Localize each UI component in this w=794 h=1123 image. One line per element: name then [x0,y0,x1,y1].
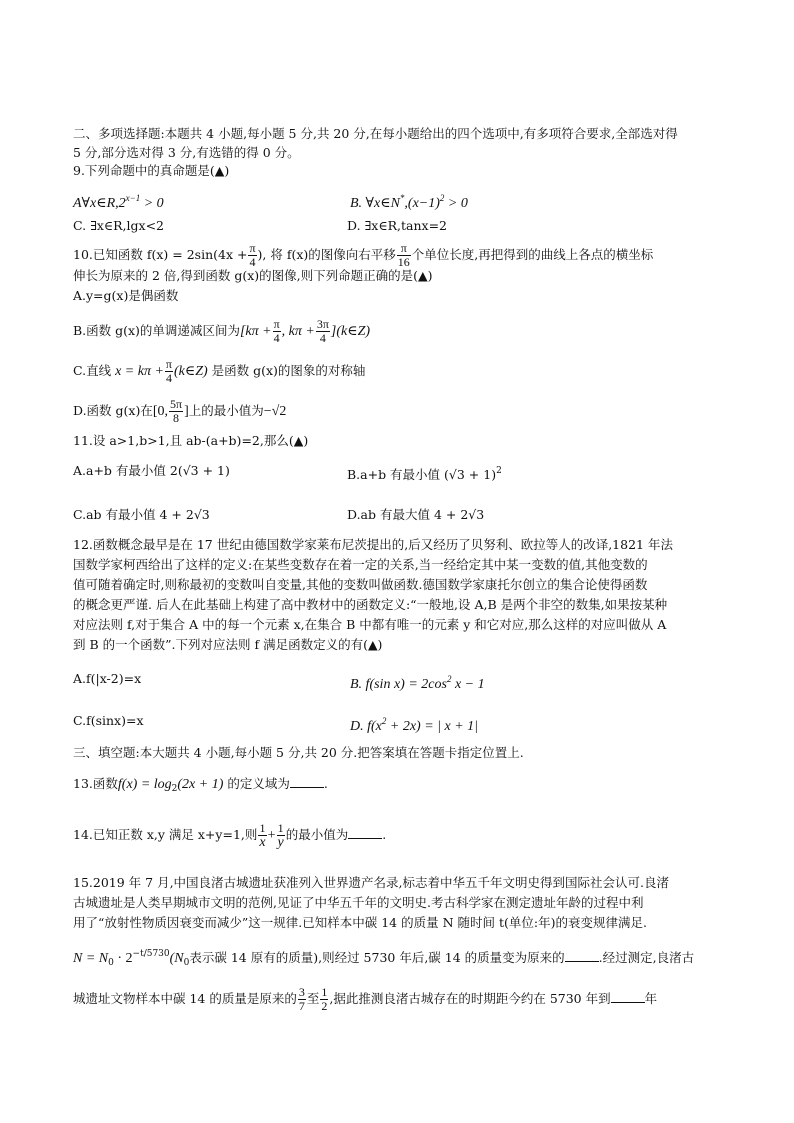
q11-b-text: B.a+b 有最小值 (√3 + 1) [347,467,497,482]
q15-n0-sub: 0 [183,958,190,968]
q12-option-a: A.f(|x-2)=x [73,671,142,686]
q10-b-frac1 [273,318,281,345]
q10-b-mid: [kπ + [239,324,272,339]
q9-option-b [350,190,468,212]
q11-stem: 11.设 a>1,b>1,且 ab-(a+b)=2,那么(▲) [73,433,309,448]
q10-option-a: A.y=g(x)是偶函数 [73,288,179,303]
q15-line1: 15.2019 年 7 月,中国良渚古城遗址获准列入世界遗产名录,标志着中华五千年文明史得到国际社会认可.良渚 [73,875,669,890]
q10-frac-pi-16 [397,242,411,269]
q10-c-eq: x = kπ + [115,364,164,379]
q10-b-frac2-num: 3π [316,317,329,331]
q12-d-text: D. f(x [350,719,382,734]
q10-d-pre: D.函数 g(x)在 [73,403,153,418]
q14-frac2-den: y [277,835,284,850]
q12-d-tail: + 2x) = | x + 1| [386,719,479,734]
q10-d-int: [0, [152,404,168,419]
q15-frac1-den: 7 [298,999,305,1013]
q9-a-tail: > 0 [140,196,164,211]
q10-b-frac1-den: 4 [273,331,280,345]
q10-c-tail: (k∈Z) [173,364,208,379]
q10-b-frac2 [316,318,330,345]
section2-title-line1: 二、多项选择题:本题共 4 小题,每小题 5 分,共 20 分,在每小题给出的四个选项中,有多项符合要求,全部选对得 [73,126,678,141]
q14-end: . [382,827,387,842]
q9-option-d: D. ∃x∈R,tanx=2 [347,218,447,233]
q15-n0-open: (N [169,951,184,966]
q9-b-sup2: 2 [439,193,445,203]
q10-b-frac1-num: π [273,317,280,331]
q10-d-post: 上的最小值为 [188,403,264,418]
q15-answer-blank-1[interactable] [565,949,599,962]
q14-frac-1x [258,822,266,849]
q14-frac1-den: x [259,835,266,850]
q10-d-close: ] [184,404,189,419]
q10-frac-num: π [249,241,256,255]
q14-answer-blank[interactable] [348,826,382,839]
q10-b-comma: , kπ + [281,324,315,339]
q10-option-d [73,398,286,425]
q13 [73,775,328,797]
q9-b-tail: ,(x−1) [404,196,440,211]
q13-expr: f(x) = log [117,777,172,792]
q12-line4: 的概念更严谨. 后人在此基础上构建了高中教材中的函数定义:“一般地,设 A,B 是两个非空的数集,如果按某种 [73,597,668,612]
q12-line6: 到 B 的一个函数”.下列对应法则 f 满足函数定义的有(▲) [73,637,383,652]
q15-frac2-den: 2 [321,999,328,1013]
q12-line5: 对应法则 f,对于集合 A 中的每一个元素 x,在集合 B 中都有唯一的元素 y 和它对应,那么这样的对应叫做从 A [73,617,667,632]
q9-b-sup: * [399,193,405,203]
section2-title-line2: 5 分,部分选对得 3 分,有选错的得 0 分。 [73,145,300,160]
section3-title: 三、填空题:本大题共 4 小题,每小题 5 分,共 20 分.把答案填在答题卡指定位置上. [73,745,524,760]
q15-frac2-num: 1 [321,985,328,999]
q12-line3: 值可随着确定时,则称最初的变数叫自变量,其他的变数叫做函数.德国数学家康托尔创立的集合论使得函数 [73,577,648,592]
q14-plus: + [267,828,276,843]
q14-frac1-num: 1 [259,821,266,835]
q15-line5-a: 城遗址文物样本中碳 14 的质量是原来的 [73,991,297,1006]
q14-pre: 14.已知正数 x,y 满足 x+y=1,则 [73,827,258,842]
q10-c-frac [165,358,173,385]
q11-option-d: D.ab 有最大值 4 + 2√3 [347,507,485,522]
q14-frac-1y [277,822,285,849]
q15-frac-1-2 [320,986,328,1013]
q10-option-c [73,358,365,385]
q12-b-sup: 2 [446,674,452,684]
q10-c-frac-den: 4 [165,371,172,385]
q15-expr-dot: · 2 [113,951,133,966]
q11-option-c: C.ab 有最小值 4 + 2√3 [73,507,210,522]
q12-line2: 国数学家柯西给出了这样的定义:在某些变数存在着一定的关系,当一经给定其中某一变数的值,其他变数的 [73,557,648,572]
q15-line5-b: ,据此推测良渚古城存在的时期距今约在 5730 年到 [329,991,611,1006]
q12-option-c: C.f(sinx)=x [73,713,144,728]
q15-expr-sup: −t/5730 [132,949,170,959]
q9-option-a [73,190,164,212]
q10-d-val: −√2 [263,404,287,419]
q10-option-b [73,318,370,345]
q10-frac-den: 4 [249,255,256,269]
q13-sub: 2 [171,784,178,794]
q10-b-tail: ](k∈Z) [330,324,371,339]
q9-a-sup: x−1 [125,193,141,203]
q12-option-d [350,713,478,735]
q12-d-sup: 2 [381,716,387,726]
q10-stem-b: ), 将 f(x)的图像向右平移 [257,247,396,262]
q12-option-b [350,671,485,693]
q10-c-post: 是函数 g(x)的图象的对称轴 [211,363,366,378]
q10-stem-line2: 伸长为原来的 2 倍,得到函数 g(x)的图像,则下列命题正确的是(▲) [73,268,433,283]
q15-zhi: 至 [306,991,320,1006]
q13-end: . [323,776,328,791]
q10-stem-a: 10.已知函数 f(x) = 2sin(4x + [73,247,248,262]
q14-frac2-num: 1 [277,821,284,835]
q10-d-frac-den: 8 [173,411,180,425]
q15-frac1-num: 3 [298,985,305,999]
q9-a-text: A∀x∈R,2 [73,196,126,211]
q10-b-frac2-den: 4 [319,331,326,345]
q13-expr-tail: (2x + 1) [177,777,224,792]
q15-frac-3-7 [298,986,306,1013]
q12-line1: 12.函数概念最早是在 17 世纪由德国数学家莱布尼茨提出的,后又经历了贝努利、欧拉等人的改译,1821 年法 [73,537,673,552]
q10-frac-pi-4 [248,242,256,269]
q11-option-a: A.a+b 有最小值 2(√3 + 1) [73,463,230,478]
q15-line2: 古城遗址是人类早期城市文明的范例,见证了中华五千年的文明史.考古科学家在测定遗址年龄的过程中利 [73,895,644,910]
q14 [73,822,386,849]
q12-b-tail: x − 1 [451,677,485,692]
q15-line4-b: 表示碳 14 原有的质量),则经过 5730 年后,碳 14 的质量变为原来的 [189,950,565,965]
q15-line4 [73,946,694,971]
q15-line4-c: .经过测定,良渚古 [598,950,695,965]
q10-d-frac-num: 5π [170,397,183,411]
q14-post: 的最小值为 [285,827,349,842]
q9-option-c: C. ∃x∈R,lgx<2 [73,218,165,233]
q9-b-tail2: > 0 [444,196,468,211]
q11-option-b [347,463,502,483]
q15-expr-sub: 0 [108,958,114,968]
q10-frac16-den: 16 [397,255,410,269]
q10-d-frac [169,398,183,425]
q9-stem: 9.下列命题中的真命题是(▲) [73,163,230,178]
q15-line3: 用了“放射性物质因衰变而减少”这一规律.已知样本中碳 14 的质量 N 随时间 t(单位:年)的衰变规律满足. [73,915,647,930]
q13-pre: 13.函数 [73,776,118,791]
q15-answer-blank-2[interactable] [611,990,645,1003]
q15-line5-c: 年 [644,991,658,1006]
q9-b-text: B. ∀x∈N [350,196,400,211]
q10-stem-c: 个单位长度,再把得到的曲线上各点的横坐标 [411,247,654,262]
q11-b-sup: 2 [496,466,502,476]
q10-b-pre: B.函数 g(x)的单调递减区间为 [73,323,240,338]
q10-stem-line1 [73,242,653,269]
q13-post: 的定义域为 [227,776,290,791]
q13-answer-blank[interactable] [290,775,324,788]
q10-frac16-num: π [397,242,411,256]
q10-c-frac-num: π [165,357,172,371]
q10-c-pre: C.直线 [73,363,112,378]
q12-b-text: B. f(sin x) = 2cos [350,677,447,692]
q15-expr: N = N [73,951,109,966]
q15-line5 [73,986,657,1013]
